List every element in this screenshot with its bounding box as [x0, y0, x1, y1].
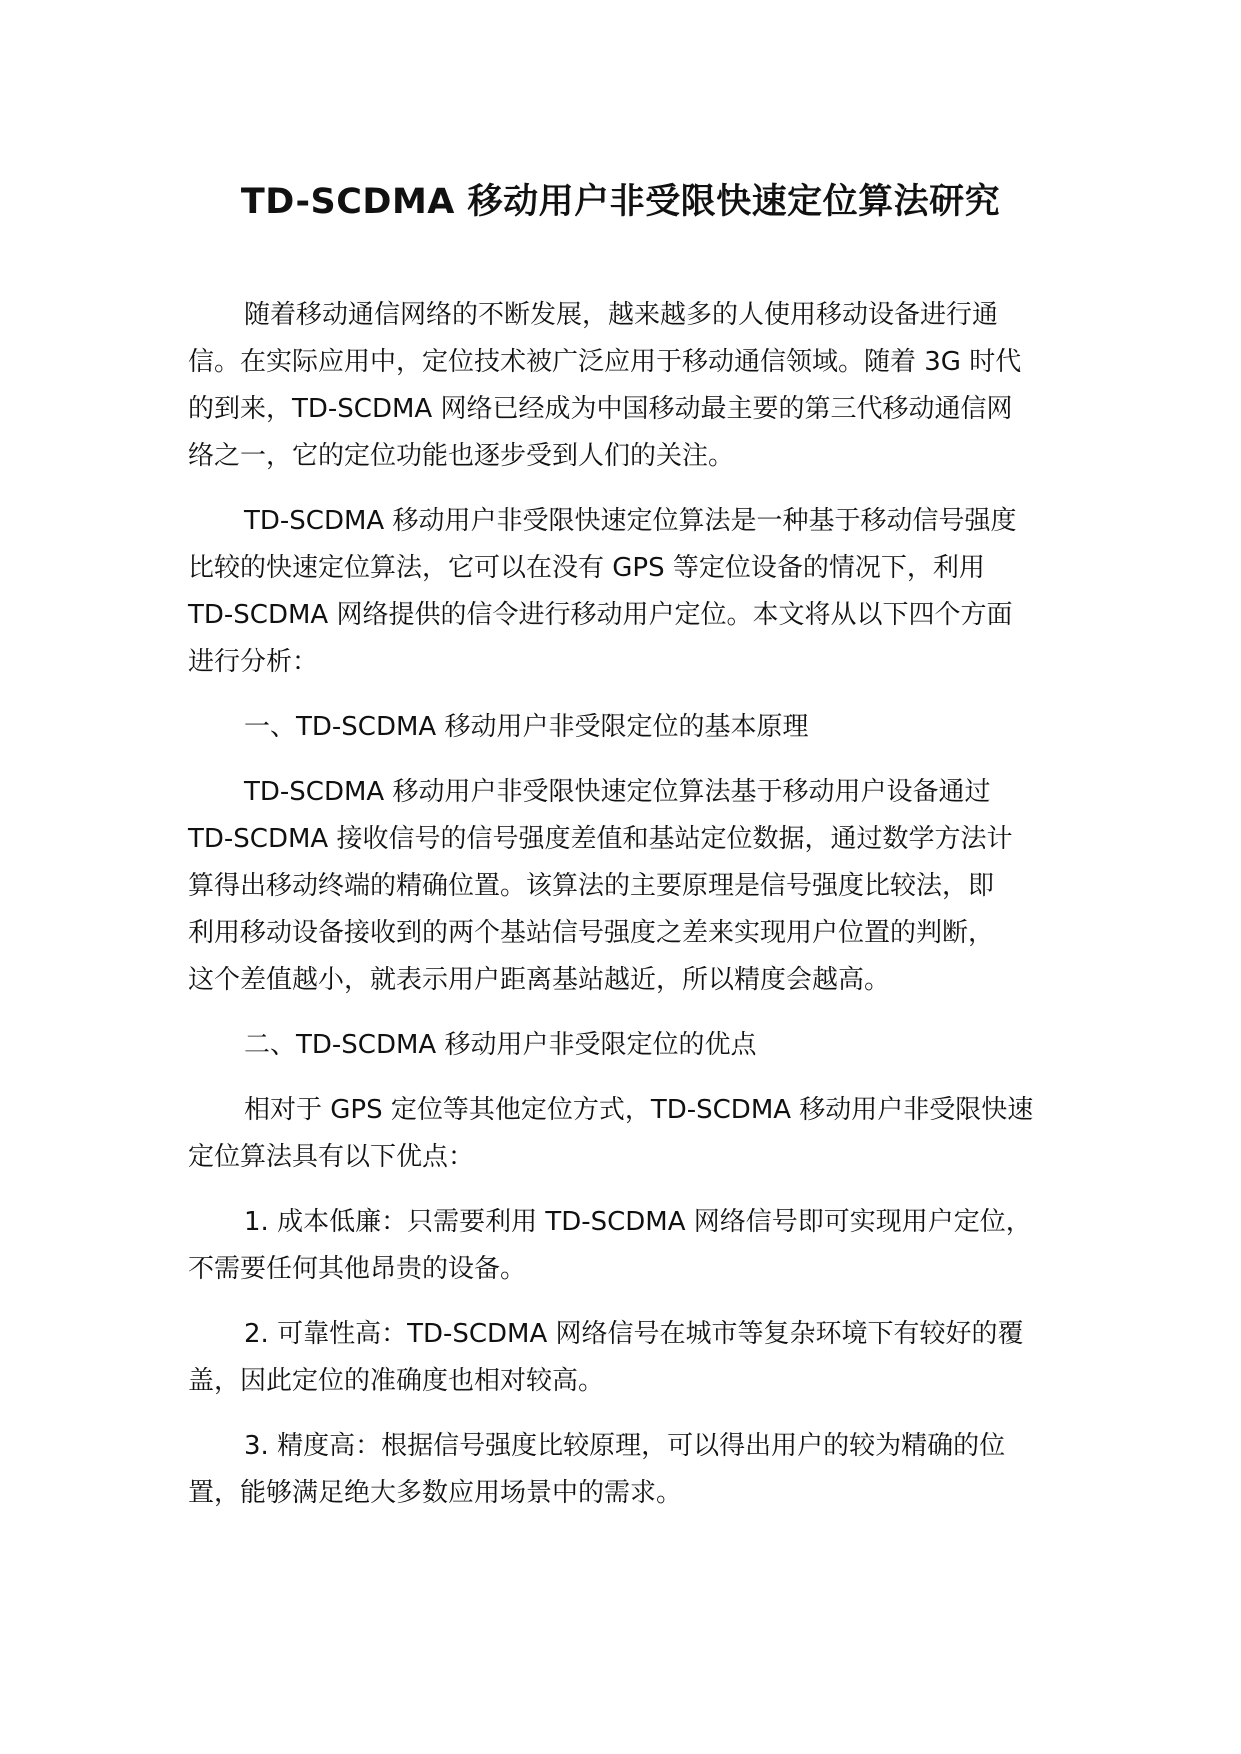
text-line: TD-SCDMA 移动用户非受限快速定位算法基于移动用户设备通过: [244, 777, 991, 807]
text-line: 1. 成本低廉：只需要利用 TD-SCDMA 网络信号即可实现用户定位，: [244, 1207, 1032, 1237]
text-line: 3. 精度高：根据信号强度比较原理，可以得出用户的较为精确的位: [244, 1431, 1006, 1461]
text-line: 定位算法具有以下优点：: [188, 1142, 475, 1172]
paragraph-principle: [188, 769, 1050, 1004]
paragraph-advantages-intro: [188, 1087, 1050, 1181]
list-item-cost: [188, 1199, 1050, 1293]
text-line: 随着移动通信网络的不断发展，越来越多的人使用移动设备进行通: [244, 300, 999, 330]
text-line: 利用移动设备接收到的两个基站信号强度之差来实现用户位置的判断，: [188, 918, 995, 948]
text-line: 信。在实际应用中，定位技术被广泛应用于移动通信领域。随着 3G 时代: [188, 347, 1022, 377]
list-item-reliability: [188, 1311, 1050, 1405]
text-line: 进行分析：: [188, 647, 319, 677]
text-line: TD-SCDMA 移动用户非受限快速定位算法是一种基于移动信号强度: [244, 506, 1017, 536]
text-line: 2. 可靠性高：TD-SCDMA 网络信号在城市等复杂环境下有较好的覆: [244, 1319, 1024, 1349]
text-line: 不需要任何其他昂贵的设备。: [188, 1254, 527, 1284]
text-line: 相对于 GPS 定位等其他定位方式，TD-SCDMA 移动用户非受限快速: [244, 1095, 1034, 1125]
heading-line: 一、TD-SCDMA 移动用户非受限定位的基本原理: [244, 712, 809, 742]
section-heading-advantages: [188, 1022, 1050, 1069]
text-line: 的到来，TD-SCDMA 网络已经成为中国移动最主要的第三代移动通信网: [188, 394, 1013, 424]
text-line: 比较的快速定位算法，它可以在没有 GPS 等定位设备的情况下，利用: [188, 553, 985, 583]
document-title: TD-SCDMA 移动用户非受限快速定位算法研究: [240, 182, 1001, 222]
text-line: 络之一，它的定位功能也逐步受到人们的关注。: [188, 441, 735, 471]
list-item-precision: [188, 1423, 1050, 1517]
section-heading-principle: [188, 704, 1050, 751]
text-line: 算得出移动终端的精确位置。该算法的主要原理是信号强度比较法，即: [188, 871, 995, 901]
document-body: [188, 292, 1050, 1535]
heading-line: 二、TD-SCDMA 移动用户非受限定位的优点: [244, 1030, 757, 1060]
text-line: 这个差值越小，就表示用户距离基站越近，所以精度会越高。: [188, 965, 891, 995]
text-line: TD-SCDMA 网络提供的信令进行移动用户定位。本文将从以下四个方面: [188, 600, 1013, 630]
text-line: 置，能够满足绝大多数应用场景中的需求。: [188, 1478, 683, 1508]
text-line: 盖，因此定位的准确度也相对较高。: [188, 1366, 605, 1396]
text-line: TD-SCDMA 接收信号的信号强度差值和基站定位数据，通过数学方法计: [188, 824, 1013, 854]
paragraph-intro: [188, 292, 1050, 480]
paragraph-overview: [188, 498, 1050, 686]
